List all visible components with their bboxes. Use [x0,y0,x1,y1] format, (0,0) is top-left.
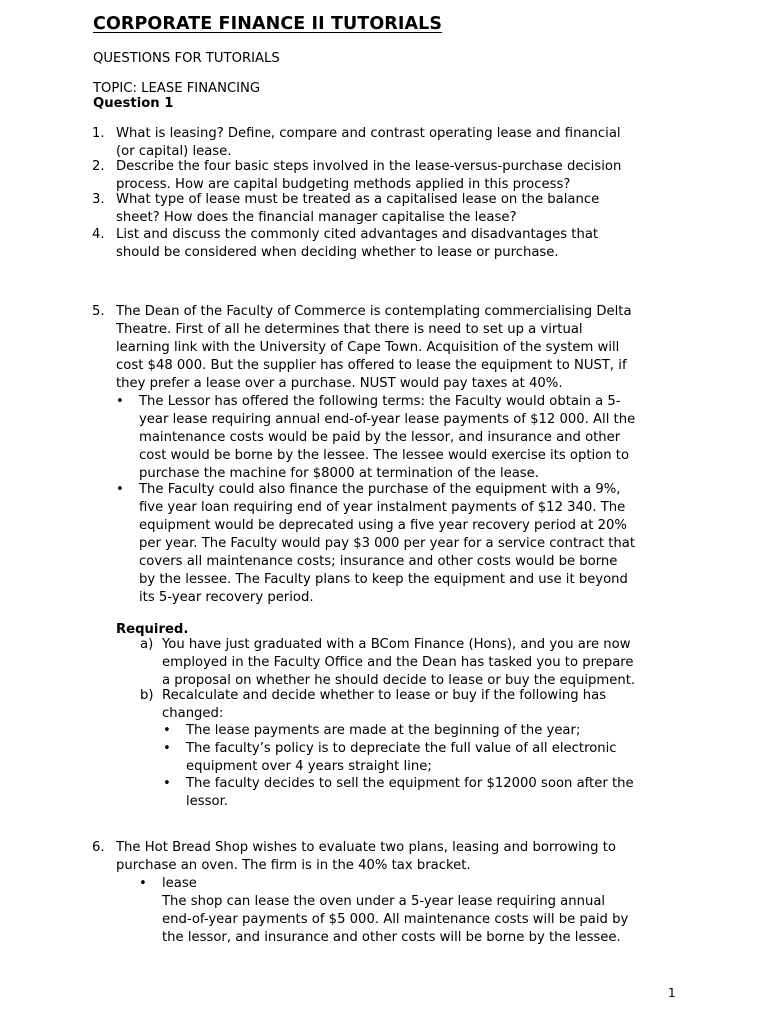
question-number: 3. [92,192,105,207]
question-line: purchase an oven. The firm is in the 40% tax bracket. [116,858,471,873]
change-item [163,740,617,776]
question-line: The Dean of the Faculty of Commerce is contemplating commercialising Delta [116,304,632,319]
bullet-line: The Lessor has offered the following terms: the Faculty would obtain a 5- [139,394,621,409]
terms-bullet-lessor [116,393,636,483]
part-line: changed: [162,706,224,721]
question-line: cost $48 000. But the supplier has offered to lease the equipment to NUST, if [116,358,627,373]
change-item [163,775,634,811]
questions-list [92,125,622,262]
question-item [92,125,621,161]
part-line: You have just graduated with a BCom Finance (Hons), and you are now [162,637,631,652]
bullet-line: five year loan requiring end of year instalment payments of $12 340. The [139,500,626,515]
bullet-line: The Faculty could also finance the purchase of the equipment with a 9%, [139,482,621,497]
lease-label: lease [162,876,197,891]
question-line: learning link with the University of Cape Town. Acquisition of the system will [116,340,620,355]
lease-option [139,875,629,947]
bullet-line: equipment would be deprecated using a five year recovery period at 20% [139,518,627,533]
subtitle: QUESTIONS FOR TUTORIALS [93,51,280,66]
lease-line: The shop can lease the oven under a 5-year lease requiring annual [162,894,606,909]
bullet-icon: • [163,776,171,791]
bullet-line: purchase the machine for $8000 at termination of the lease. [139,466,539,481]
bullet-icon: • [139,876,147,891]
part-line: a proposal on whether he should decide to lease or buy the equipment. [162,673,636,688]
part-label: b) [140,688,154,703]
question-6 [92,839,616,875]
question-line: sheet? How does the financial manager capitalise the lease? [116,210,517,225]
question-5 [92,303,632,393]
lease-line: end-of-year payments of $5 000. All maintenance costs will be paid by [162,912,629,927]
question-number: 2. [92,159,105,174]
bullet-icon: • [116,482,124,497]
required-part-b [140,687,607,723]
part-line: Recalculate and decide whether to lease or buy if the following has [162,688,607,703]
question-line: they prefer a lease over a purchase. NUST would pay taxes at 40%. [116,376,563,391]
question-line: process. How are capital budgeting methods applied in this process? [116,177,571,192]
part-line: employed in the Faculty Office and the Dean has tasked you to prepare [162,655,634,670]
bullet-line: cost would be borne by the lessee. The lessee would exercise its option to [139,448,630,463]
bullet-icon: • [163,723,171,738]
document-title: CORPORATE FINANCE II TUTORIALS [93,14,443,34]
change-line: The lease payments are made at the beginning of the year; [186,723,581,738]
bullet-line: maintenance costs would be paid by the lessor, and insurance and other [139,430,621,445]
bullet-line: year lease requiring annual end-of-year lease payments of $12 000. All the [139,412,636,427]
question-item [92,226,621,262]
topic-heading: TOPIC: LEASE FINANCING [93,81,261,96]
question-line: List and discuss the commonly cited advantages and disadvantages that [116,227,599,242]
bullet-line: its 5-year recovery period. [139,590,314,605]
question-line: (or capital) lease. [116,144,232,159]
change-line: The faculty’s policy is to depreciate the full value of all electronic [186,741,617,756]
question-number: 6. [92,840,105,855]
change-line: lessor. [186,794,228,809]
question-number: 4. [92,227,105,242]
question-item [92,158,622,194]
question-item [92,191,621,227]
question-line: What type of lease must be treated as a capitalised lease on the balance [116,192,600,207]
required-part-a [140,636,636,690]
lease-line: the lessor, and insurance and other costs will be borne by the lessee. [162,930,621,945]
bullet-icon: • [116,394,124,409]
question-line: Theatre. First of all he determines that there is need to set up a virtual [116,322,583,337]
bullet-icon: • [163,741,171,756]
page-number: 1 [668,986,676,1000]
question-number: 1. [92,126,105,141]
question-line: The Hot Bread Shop wishes to evaluate two plans, leasing and borrowing to [116,840,616,855]
question-line: should be considered when deciding whether to lease or purchase. [116,245,559,260]
bullet-line: covers all maintenance costs; insurance and other costs would be borne [139,554,618,569]
required-label: Required. [116,622,189,637]
question-line: What is leasing? Define, compare and contrast operating lease and financial [116,126,621,141]
change-line: equipment over 4 years straight line; [186,759,432,774]
bullet-line: per year. The Faculty would pay $3 000 per year for a service contract that [139,536,636,551]
question-heading: Question 1 [93,96,174,111]
bullet-line: by the lessee. The Faculty plans to keep the equipment and use it beyond [139,572,628,587]
change-item [163,722,581,740]
terms-bullet-loan [116,481,636,607]
part-label: a) [140,637,154,652]
question-number: 5. [92,304,105,319]
question-line: Describe the four basic steps involved in the lease-versus-purchase decision [116,159,622,174]
change-line: The faculty decides to sell the equipment for $12000 soon after the [186,776,634,791]
